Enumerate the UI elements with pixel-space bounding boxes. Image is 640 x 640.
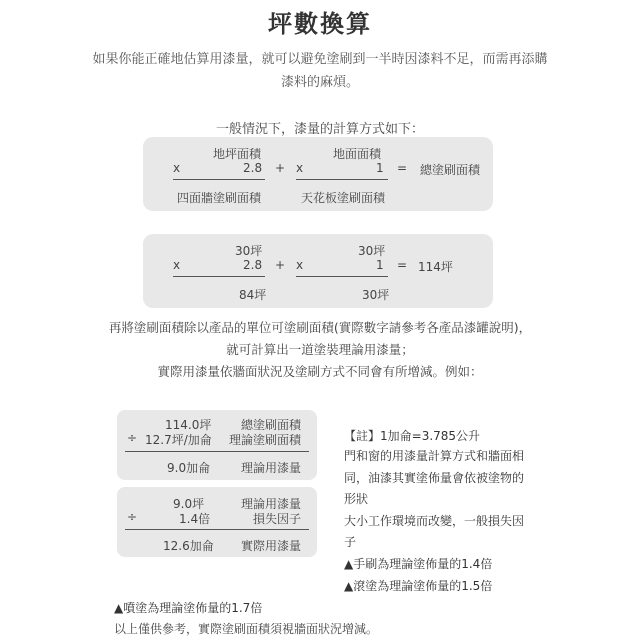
intro-text: 如果你能正確地估算用漆量，就可以避免塗刷到一半時因漆料不足，而需再添購漆料的麻煩。 <box>92 52 548 90</box>
f2-b-val: 1 <box>376 258 384 272</box>
c2-res-val: 12.6加侖 <box>163 539 214 553</box>
f2-result: 114坪 <box>418 260 453 274</box>
c1-r1-lbl: 總塗刷面積 <box>241 418 302 432</box>
f1-a-top: 地坪面積 <box>213 147 262 161</box>
paragraph-line-1: 再將塗刷面積除以產品的單位可塗刷面積(實際數字請參考各產品漆罐說明)， <box>108 320 532 335</box>
formula-box-1 <box>143 137 493 211</box>
f1-eq: = <box>397 161 408 175</box>
f2-a-top: 30坪 <box>235 244 263 258</box>
c2-r1-val: 9.0坪 <box>173 497 205 511</box>
f1-b-val: 1 <box>376 161 384 175</box>
paragraph <box>0 317 640 383</box>
f2-b-x: x <box>296 258 304 272</box>
c1-rule <box>125 451 309 452</box>
c2-res-lbl: 實際用漆量 <box>241 539 302 553</box>
formula-box-2 <box>143 234 493 308</box>
f1-b-bottom: 天花板塗刷面積 <box>301 191 386 205</box>
note-conversion: 【註】1加侖=3.785公升 <box>344 429 481 443</box>
calc-box-2 <box>117 487 317 557</box>
note-line-3: 同，油漆其實塗佈量會依被塗物的 <box>344 471 525 485</box>
paragraph-line-3: 實際用漆量依牆面狀況及塗刷方式不同會有所增減。例如： <box>157 364 483 379</box>
calc-box-1 <box>117 410 317 480</box>
c1-res-val: 9.0加侖 <box>167 461 211 475</box>
f2-a-bottom: 84坪 <box>239 288 267 302</box>
footer-note: 以上僅供參考，實際塗刷面積須視牆面狀況增減。 <box>114 622 379 636</box>
f1-b-top: 地面面積 <box>333 147 382 161</box>
c2-op: ÷ <box>127 510 138 524</box>
f1-a-x: x <box>173 161 181 175</box>
c1-res-lbl: 理論用漆量 <box>241 461 302 475</box>
f1-result: 總塗刷面積 <box>420 163 481 177</box>
f2-a-val: 2.8 <box>243 258 263 272</box>
note-line-6: 子 <box>344 535 357 549</box>
note-line-5: 大小工作環境而改變，一般損失因 <box>344 514 525 528</box>
f2-a-x: x <box>173 258 181 272</box>
note-hand-brush: ▲手刷為理論塗佈量的1.4倍 <box>344 557 493 571</box>
f1-a-bottom: 四面牆塗刷面積 <box>177 191 262 205</box>
c1-r2-lbl: 理論塗刷面積 <box>229 433 302 447</box>
f2-a-rule <box>173 276 265 277</box>
c2-r2-lbl: 損失因子 <box>253 512 302 526</box>
f2-b-bottom: 30坪 <box>362 288 390 302</box>
f1-a-val: 2.8 <box>243 161 263 175</box>
note-roller: ▲滾塗為理論塗佈量的1.5倍 <box>344 579 493 593</box>
c2-r1-lbl: 理論用漆量 <box>241 497 302 511</box>
f2-b-rule <box>296 276 388 277</box>
f1-b-x: x <box>296 161 304 175</box>
f2-eq: = <box>397 258 408 272</box>
f1-a-rule <box>173 179 265 180</box>
c1-op: ÷ <box>127 431 138 445</box>
f2-plus: + <box>275 258 286 272</box>
c2-rule <box>125 529 309 530</box>
f2-b-top: 30坪 <box>358 244 386 258</box>
paragraph-line-2: 就可計算出一道塗裝理論用漆量； <box>226 342 414 357</box>
c2-r2-val: 1.4倍 <box>179 512 211 526</box>
c1-r1-val: 114.0坪 <box>165 418 212 432</box>
note-line-4: 形狀 <box>344 492 369 506</box>
page-title: 坪數換算 <box>268 10 372 38</box>
f1-b-rule <box>296 179 388 180</box>
c1-r2-val: 12.7坪/加侖 <box>145 433 212 447</box>
note-line-2: 門和窗的用漆量計算方式和牆面相 <box>344 449 525 463</box>
general-line: 一般情況下，漆量的計算方式如下： <box>215 122 424 137</box>
note-spray: ▲噴塗為理論塗佈量的1.7倍 <box>114 601 263 615</box>
f1-plus: + <box>275 161 286 175</box>
